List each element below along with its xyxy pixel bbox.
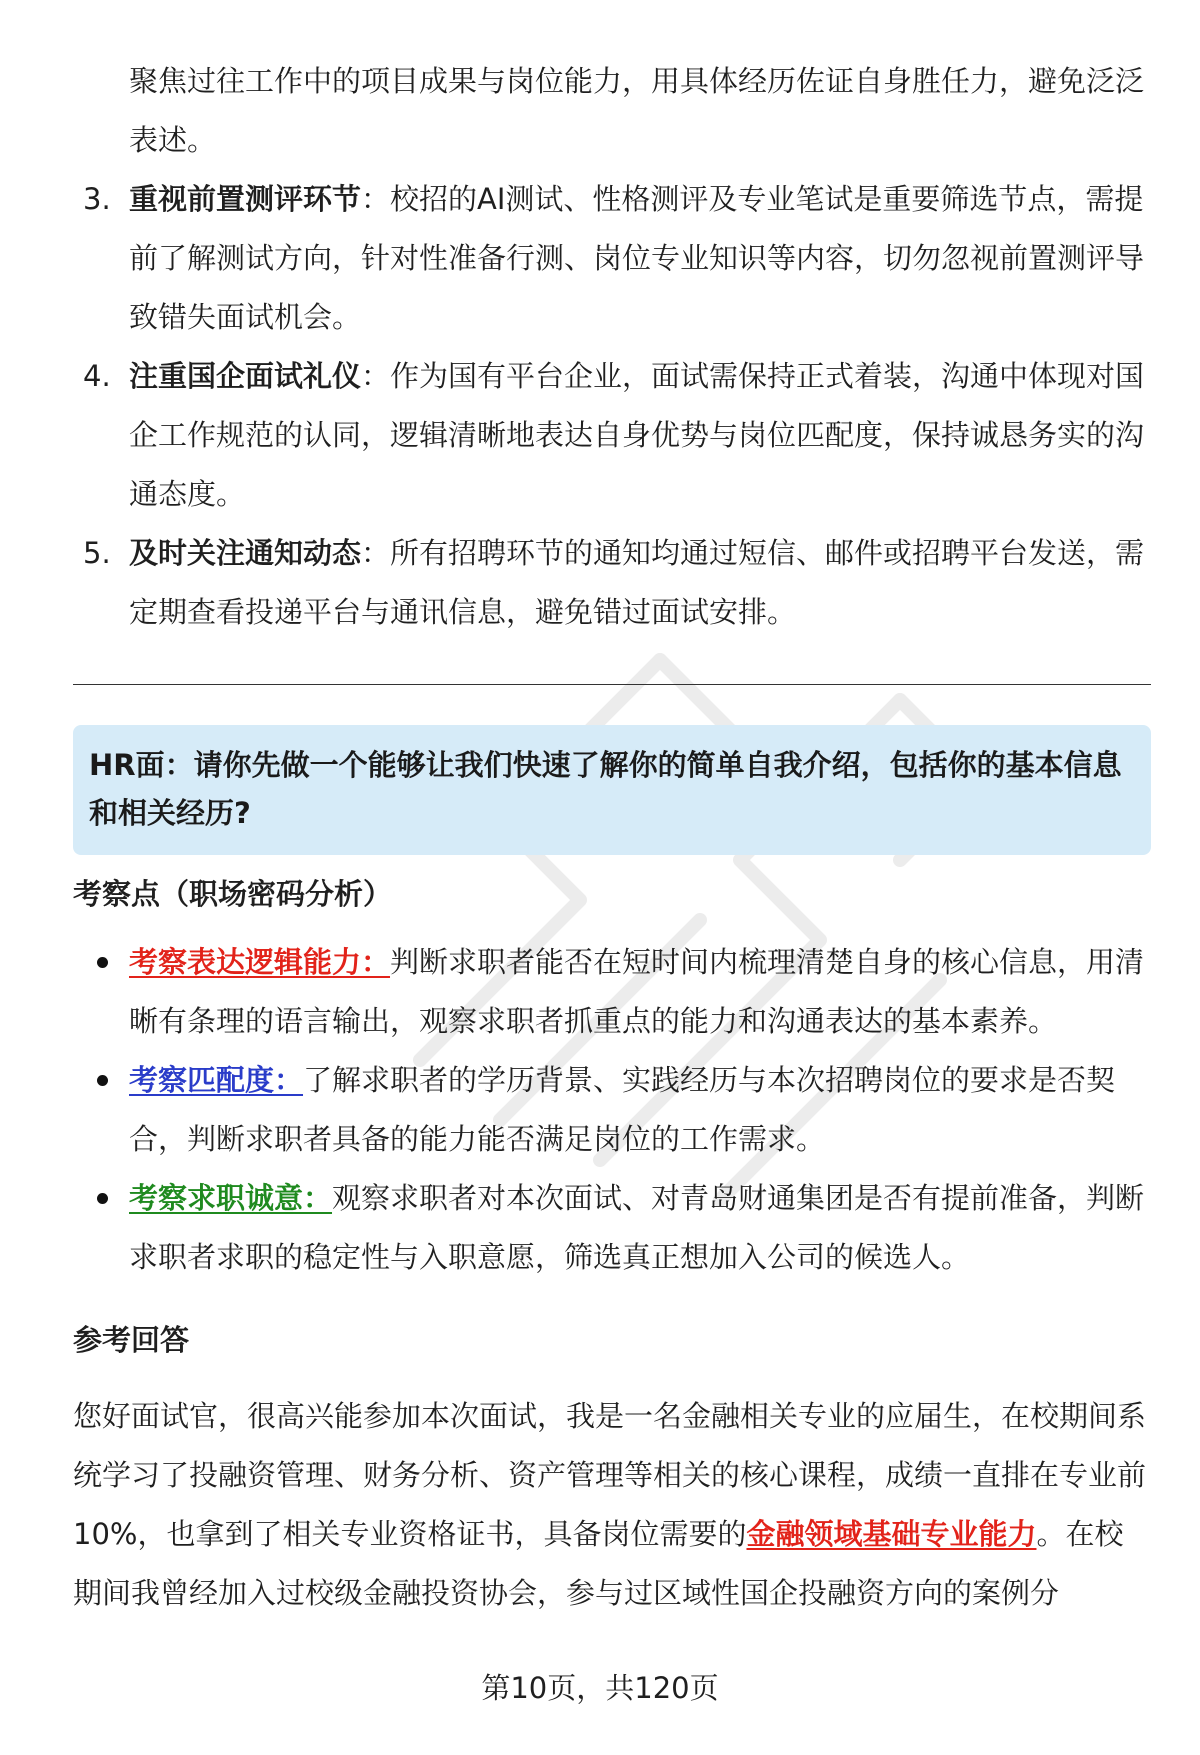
tip-term: 及时关注通知动态 (129, 536, 362, 570)
answer-part-1: 您好面试官，很高兴能参加本次面试，我是一名金融相关专业的应届生，在校期间系统学习了投融资管理、财务分析、资产管理等相关的核心课程，成绩一直排在专业前10%，也拿到了相关专业资格证书，具备岗位需要的 (73, 1399, 1147, 1551)
answer-highlight: 金融领域基础专业能力 (746, 1517, 1037, 1551)
question-box: HR面：请你先做一个能够让我们快速了解你的简单自我介绍，包括你的基本信息和相关经历? (73, 725, 1151, 855)
tip-term: 重视前置测评环节 (129, 182, 362, 216)
tip-text: ：作为国有平台企业，面试需保持正式着装，沟通中体现对国企工作规范的认同，逻辑清晰地表达自身优势与岗位匹配度，保持诚恳务实的沟通态度。 (129, 359, 1145, 511)
answer-part-2: 。在校期间我曾经加入过校级金融投资协会，参与过区域性国企投融资方向的案例分 (73, 1517, 1124, 1610)
focus-text: 了解求职者的学历背景、实践经历与本次招聘岗位的要求是否契合，判断求职者具备的能力能否满足岗位的工作需求。 (129, 1063, 1116, 1156)
intro-continuation: 聚焦过往工作中的项目成果与岗位能力，用具体经历佐证自身胜任力，避免泛泛表述。 (129, 64, 1145, 157)
tip-text: ：校招的AI测试、性格测评及专业笔试是重要筛选节点，需提前了解测试方向，针对性准备行测、岗位专业知识等内容，切勿忽视前置测评导致错失面试机会。 (129, 182, 1145, 334)
list-item (73, 933, 1151, 1051)
list-item (73, 1169, 1151, 1287)
page-number: 第10页，共120页 (481, 1671, 719, 1705)
tips-list (73, 170, 1151, 642)
list-item (73, 347, 1151, 524)
main-content (73, 52, 1151, 1623)
list-item (73, 1051, 1151, 1169)
tip-text: ：所有招聘环节的通知均通过短信、邮件或招聘平台发送，需定期查看投递平台与通讯信息，避免错过面试安排。 (129, 536, 1145, 629)
list-number: 3. (83, 182, 111, 216)
focus-label: 考察求职诚意： (129, 1181, 333, 1215)
focus-text: 判断求职者能否在短时间内梳理清楚自身的核心信息，用清晰有条理的语言输出，观察求职者抓重点的能力和沟通表达的基本素养。 (129, 945, 1145, 1038)
answer-title: 参考回答 (73, 1323, 190, 1357)
list-item (73, 524, 1151, 642)
focus-text: 观察求职者对本次面试、对青岛财通集团是否有提前准备，判断求职者求职的稳定性与入职意愿，筛选真正想加入公司的候选人。 (129, 1181, 1145, 1274)
focus-label: 考察匹配度： (129, 1063, 304, 1097)
bullet-icon (97, 957, 108, 968)
list-number: 4. (83, 359, 111, 393)
bullet-icon (97, 1075, 108, 1086)
focus-points-list (73, 933, 1151, 1287)
list-item (73, 170, 1151, 347)
answer-text (73, 1387, 1151, 1623)
section-divider (73, 684, 1151, 685)
bullet-icon (97, 1193, 108, 1204)
focus-title: 考察点（职场密码分析） (73, 877, 393, 911)
tip-term: 注重国企面试礼仪 (129, 359, 362, 393)
focus-label: 考察表达逻辑能力： (129, 945, 391, 979)
list-number: 5. (83, 536, 111, 570)
